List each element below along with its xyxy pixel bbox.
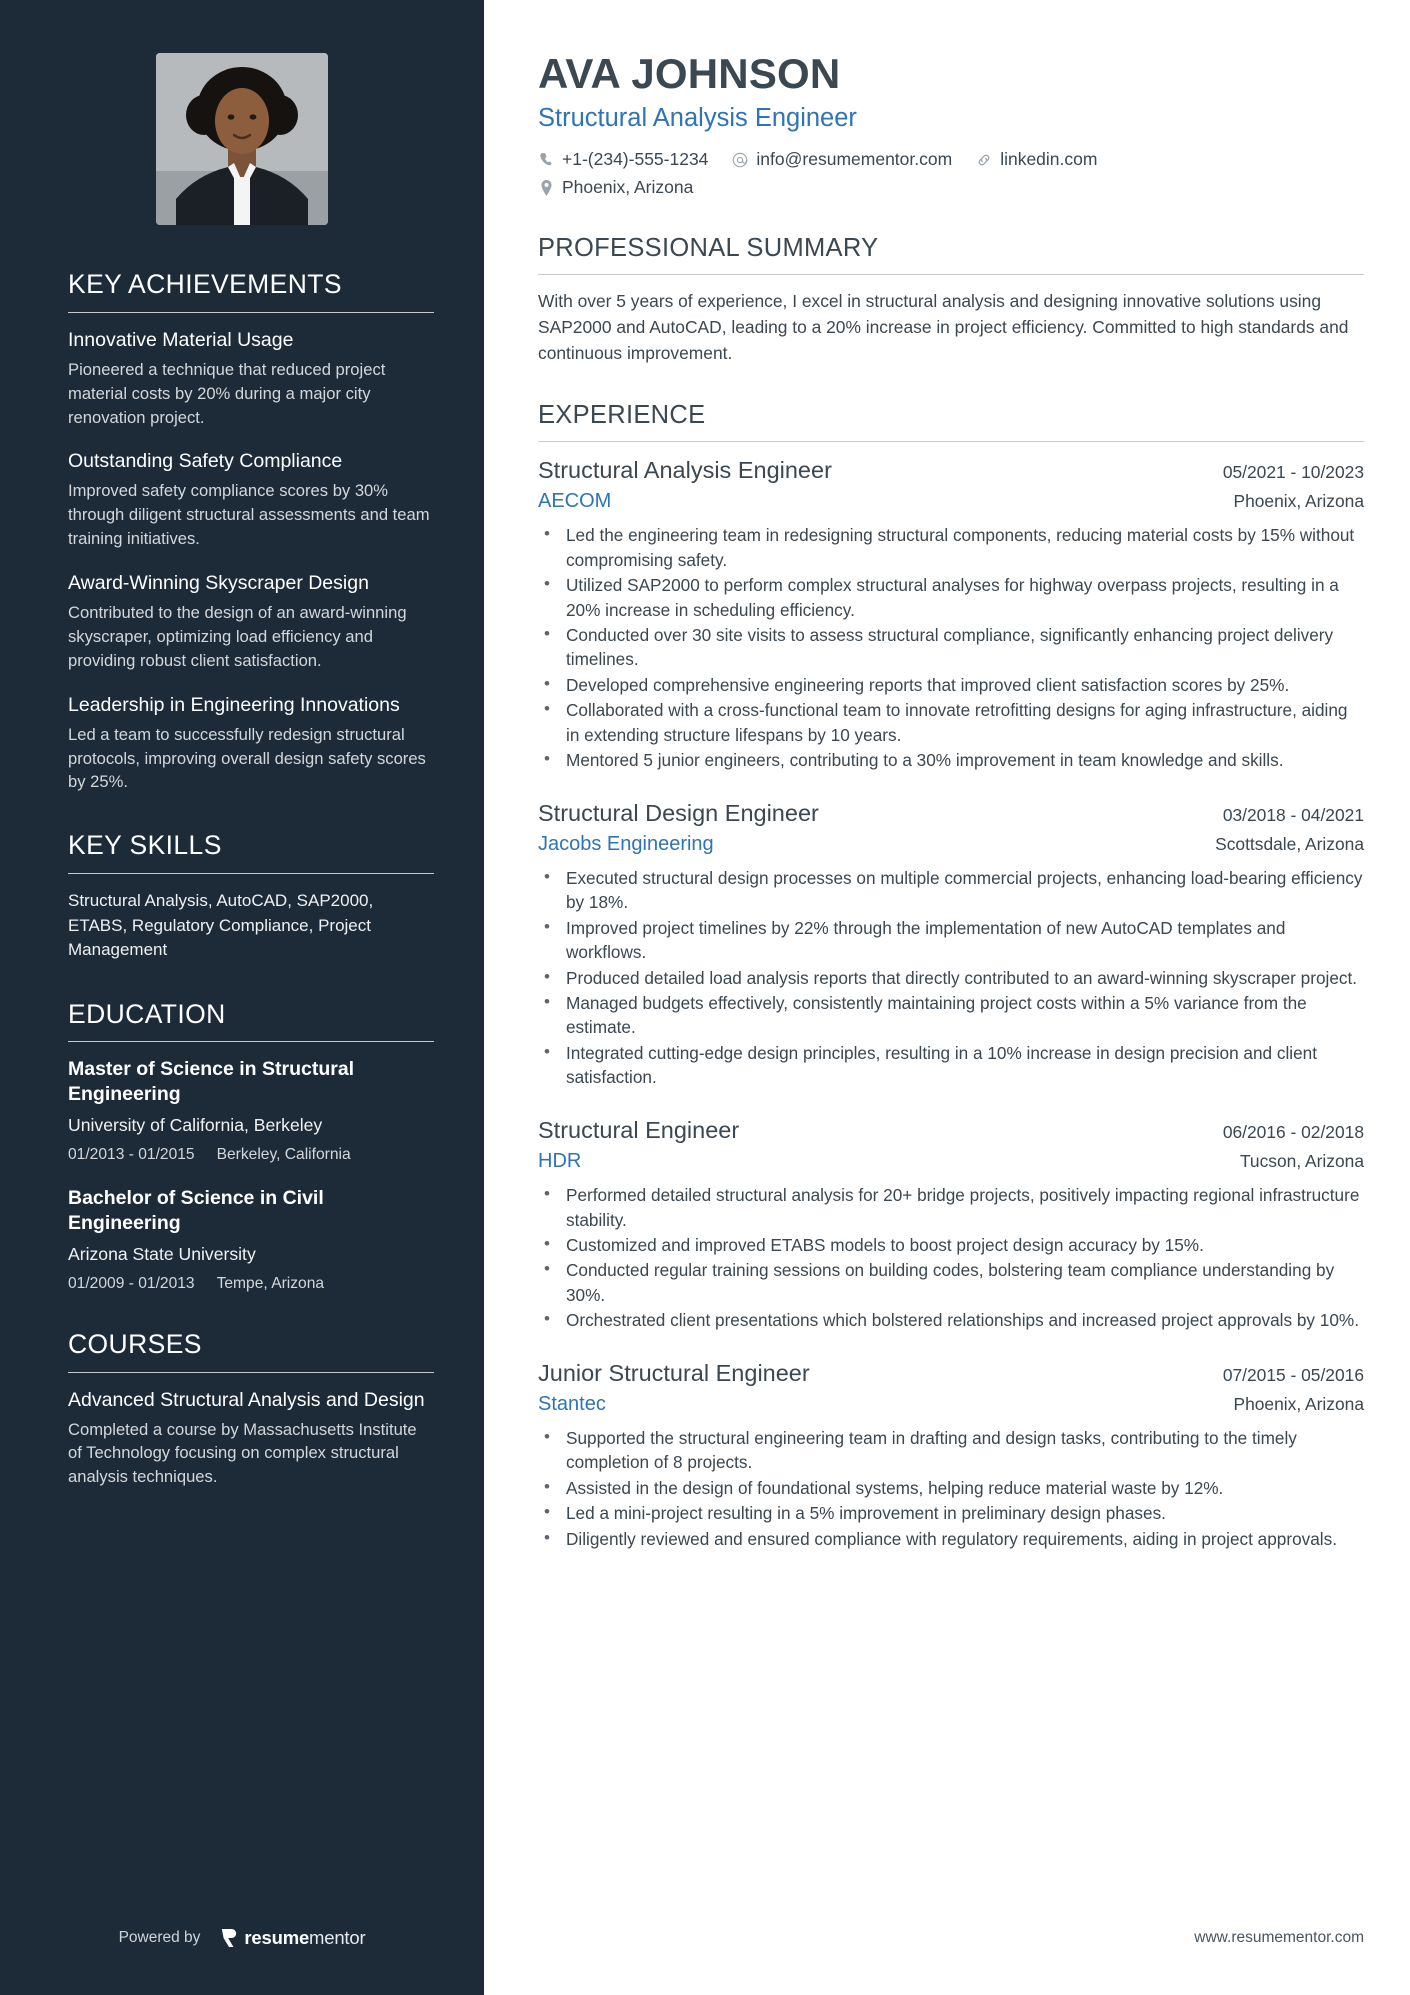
contact-email-value: info@resumementor.com bbox=[756, 148, 953, 169]
achievement-description: Improved safety compliance scores by 30% through diligent structural assessments and team training initiatives. bbox=[68, 481, 430, 549]
achievement-title: Leadership in Engineering Innovations bbox=[68, 693, 400, 716]
avatar bbox=[156, 53, 328, 225]
section-title-professional-summary: PROFESSIONAL SUMMARY bbox=[538, 234, 879, 263]
divider bbox=[68, 1372, 434, 1373]
section-title-key-skills: KEY SKILLS bbox=[68, 830, 222, 861]
experience-title: Junior Structural Engineer bbox=[538, 1359, 810, 1386]
experience-company: Stantec bbox=[538, 1392, 606, 1415]
experience-item bbox=[538, 1359, 1364, 1551]
experience-bullet: • Executed structural design processes on multiple commercial projects, enhancing load-bearing efficiency by 18%. bbox=[538, 866, 1364, 915]
email-icon bbox=[732, 151, 748, 169]
contact-phone-value: +1-(234)-555-1234 bbox=[562, 148, 709, 169]
experience-item bbox=[538, 456, 1364, 773]
experience-bullet: • Performed detailed structural analysis for 20+ bridge projects, positively impacting regional infrastructure stability. bbox=[538, 1183, 1364, 1232]
experience-bullet: • Conducted over 30 site visits to assess structural compliance, significantly enhancing project delivery timelines. bbox=[538, 623, 1364, 672]
achievement-title: Innovative Material Usage bbox=[68, 328, 294, 351]
section-title-key-achievements: KEY ACHIEVEMENTS bbox=[68, 269, 342, 299]
sidebar-footer bbox=[0, 1927, 484, 1949]
skills-list: Structural Analysis, AutoCAD, SAP2000, ETABS, Regulatory Compliance, Project Management bbox=[68, 891, 374, 960]
experience-bullet: • Improved project timelines by 22% through the implementation of new AutoCAD templates and workflows. bbox=[538, 916, 1364, 965]
experience-header bbox=[538, 456, 1364, 485]
education-meta bbox=[68, 1275, 434, 1293]
job-role-subtitle: Structural Analysis Engineer bbox=[538, 103, 857, 132]
avatar-container bbox=[0, 0, 484, 225]
brand-bold-part: resume bbox=[244, 1927, 310, 1948]
divider bbox=[68, 1041, 434, 1042]
experience-item bbox=[538, 799, 1364, 1090]
experience-location: Scottsdale, Arizona bbox=[1215, 833, 1364, 854]
section-experience bbox=[538, 401, 1364, 1551]
experience-bullet: • Utilized SAP2000 to perform complex structural analyses for highway overpass projects, resulting in a 20% increase in scheduling efficiency. bbox=[538, 573, 1364, 622]
experience-item bbox=[538, 1116, 1364, 1333]
resumementor-wordmark bbox=[244, 1927, 365, 1949]
contact-phone[interactable] bbox=[538, 148, 708, 172]
experience-header bbox=[538, 1116, 1364, 1145]
experience-company: Jacobs Engineering bbox=[538, 832, 714, 855]
education-item bbox=[68, 1057, 434, 1164]
experience-company: AECOM bbox=[538, 490, 612, 513]
experience-header bbox=[538, 799, 1364, 828]
experience-bullet: • Led a mini-project resulting in a 5% improvement in preliminary design phases. bbox=[538, 1501, 1364, 1525]
experience-title: Structural Analysis Engineer bbox=[538, 456, 832, 483]
contact-linkedin[interactable] bbox=[976, 148, 1097, 172]
course-title: Advanced Structural Analysis and Design bbox=[68, 1388, 425, 1411]
achievement-item bbox=[68, 449, 434, 551]
section-professional-summary bbox=[538, 234, 1364, 367]
experience-header bbox=[538, 1359, 1364, 1388]
experience-bullet: • Supported the structural engineering team in drafting and design tasks, contributing to the timely completion of 8 projects. bbox=[538, 1426, 1364, 1475]
experience-bullet: • Integrated cutting-edge design principles, resulting in a 10% increase in design precision and client satisfaction. bbox=[538, 1041, 1364, 1090]
profile-photo-icon bbox=[156, 53, 328, 225]
experience-company: HDR bbox=[538, 1150, 582, 1173]
experience-bullet: • Developed comprehensive engineering reports that improved client satisfaction scores by 25%. bbox=[538, 673, 1364, 697]
education-location: Berkeley, California bbox=[216, 1146, 351, 1164]
contact-list bbox=[538, 148, 1178, 200]
experience-location: Phoenix, Arizona bbox=[1233, 1393, 1364, 1414]
experience-bullet: • Assisted in the design of foundational systems, helping reduce material waste by 12%. bbox=[538, 1476, 1364, 1500]
experience-bullet: • Mentored 5 junior engineers, contributing to a 30% improvement in team knowledge and skills. bbox=[538, 748, 1364, 772]
education-location: Tempe, Arizona bbox=[216, 1274, 325, 1292]
contact-location bbox=[538, 176, 1178, 200]
divider bbox=[68, 873, 434, 874]
experience-subheader bbox=[538, 1392, 1364, 1417]
achievement-item bbox=[68, 693, 434, 795]
achievement-title: Outstanding Safety Compliance bbox=[68, 450, 343, 473]
brand-light-part: mentor bbox=[309, 1927, 366, 1948]
achievement-title: Award-Winning Skyscraper Design bbox=[68, 572, 369, 595]
experience-bullets bbox=[538, 1426, 1364, 1551]
experience-bullets bbox=[538, 1183, 1364, 1333]
achievement-description: Pioneered a technique that reduced project material costs by 20% during a major city renovation project. bbox=[68, 359, 386, 427]
powered-by-label: Powered by bbox=[118, 1929, 201, 1946]
page-title: AVA JOHNSON bbox=[538, 50, 841, 97]
section-key-skills bbox=[68, 830, 434, 962]
experience-bullets bbox=[538, 866, 1364, 1090]
experience-bullet: • Collaborated with a cross-functional team to innovate retrofitting designs for aging infrastructure, aiding in extending structure lifespans by 10 years. bbox=[538, 698, 1364, 747]
education-school: Arizona State University bbox=[68, 1243, 256, 1264]
section-title-courses: COURSES bbox=[68, 1328, 202, 1359]
experience-bullet: • Led the engineering team in redesigning structural components, reducing material costs by 15% without compromising safety. bbox=[538, 523, 1364, 572]
experience-bullet: • Orchestrated client presentations which bolstered relationships and increased project approvals by 10%. bbox=[538, 1308, 1364, 1332]
experience-date: 06/2016 - 02/2018 bbox=[1222, 1121, 1364, 1142]
experience-bullets bbox=[538, 523, 1364, 772]
achievement-item bbox=[68, 328, 434, 430]
experience-title: Structural Engineer bbox=[538, 1116, 740, 1143]
divider bbox=[538, 274, 1364, 275]
link-icon bbox=[976, 151, 992, 169]
experience-bullet: • Produced detailed load analysis reports that directly contributed to an award-winning skyscraper project. bbox=[538, 966, 1364, 990]
phone-icon bbox=[538, 151, 554, 169]
education-dates: 01/2009 - 01/2013 bbox=[68, 1274, 195, 1292]
experience-subheader bbox=[538, 832, 1364, 857]
education-degree: Bachelor of Science in Civil Engineering bbox=[68, 1187, 324, 1235]
section-title-education: EDUCATION bbox=[68, 998, 226, 1029]
experience-date: 03/2018 - 04/2021 bbox=[1222, 804, 1364, 825]
section-courses bbox=[68, 1329, 434, 1489]
sidebar-content bbox=[0, 269, 484, 1489]
footer-website-url: www.resumementor.com bbox=[1194, 1929, 1364, 1946]
achievement-item bbox=[68, 571, 434, 673]
location-pin-icon bbox=[538, 179, 554, 197]
course-item bbox=[68, 1388, 434, 1490]
divider bbox=[538, 441, 1364, 442]
experience-location: Tucson, Arizona bbox=[1239, 1151, 1364, 1172]
section-education bbox=[68, 999, 434, 1293]
contact-email[interactable] bbox=[732, 148, 952, 172]
resumementor-brand bbox=[220, 1927, 365, 1949]
education-meta bbox=[68, 1146, 434, 1164]
experience-subheader bbox=[538, 489, 1364, 514]
contact-location-value: Phoenix, Arizona bbox=[562, 177, 694, 198]
experience-location: Phoenix, Arizona bbox=[1233, 491, 1364, 512]
contact-linkedin-value: linkedin.com bbox=[1000, 148, 1098, 169]
experience-title: Structural Design Engineer bbox=[538, 799, 819, 826]
main-column bbox=[484, 0, 1410, 1995]
experience-bullet: • Customized and improved ETABS models to boost project design accuracy by 15%. bbox=[538, 1233, 1364, 1257]
education-school: University of California, Berkeley bbox=[68, 1115, 323, 1136]
section-key-achievements bbox=[68, 269, 434, 794]
experience-date: 07/2015 - 05/2016 bbox=[1222, 1364, 1364, 1385]
achievement-description: Contributed to the design of an award-winning skyscraper, optimizing load efficiency and providing robust client satisfaction. bbox=[68, 603, 407, 670]
education-item bbox=[68, 1186, 434, 1293]
education-degree: Master of Science in Structural Engineering bbox=[68, 1058, 355, 1106]
professional-summary-text: With over 5 years of experience, I excel in structural analysis and designing innovative solutions using SAP2000 and AutoCAD, leading to a 20% increase in project efficiency. Committed to high standards and continuous improvement. bbox=[538, 291, 1349, 363]
experience-subheader bbox=[538, 1149, 1364, 1174]
experience-date: 05/2021 - 10/2023 bbox=[1222, 461, 1364, 482]
experience-bullet: • Diligently reviewed and ensured compliance with regulatory requirements, aiding in project approvals. bbox=[538, 1527, 1364, 1551]
course-description: Completed a course by Massachusetts Institute of Technology focusing on complex structural analysis techniques. bbox=[68, 1419, 417, 1487]
achievement-description: Led a team to successfully redesign structural protocols, improving overall design safety scores by 25%. bbox=[68, 724, 426, 792]
resumementor-logo-icon bbox=[220, 1928, 238, 1948]
experience-bullet: • Conducted regular training sessions on building codes, bolstering team compliance understanding by 30%. bbox=[538, 1258, 1364, 1307]
divider bbox=[68, 312, 434, 313]
experience-bullet: • Managed budgets effectively, consistently maintaining project costs within a 5% variance from the estimate. bbox=[538, 991, 1364, 1040]
section-title-experience: EXPERIENCE bbox=[538, 400, 706, 429]
sidebar bbox=[0, 0, 484, 1995]
education-dates: 01/2013 - 01/2015 bbox=[68, 1146, 195, 1164]
